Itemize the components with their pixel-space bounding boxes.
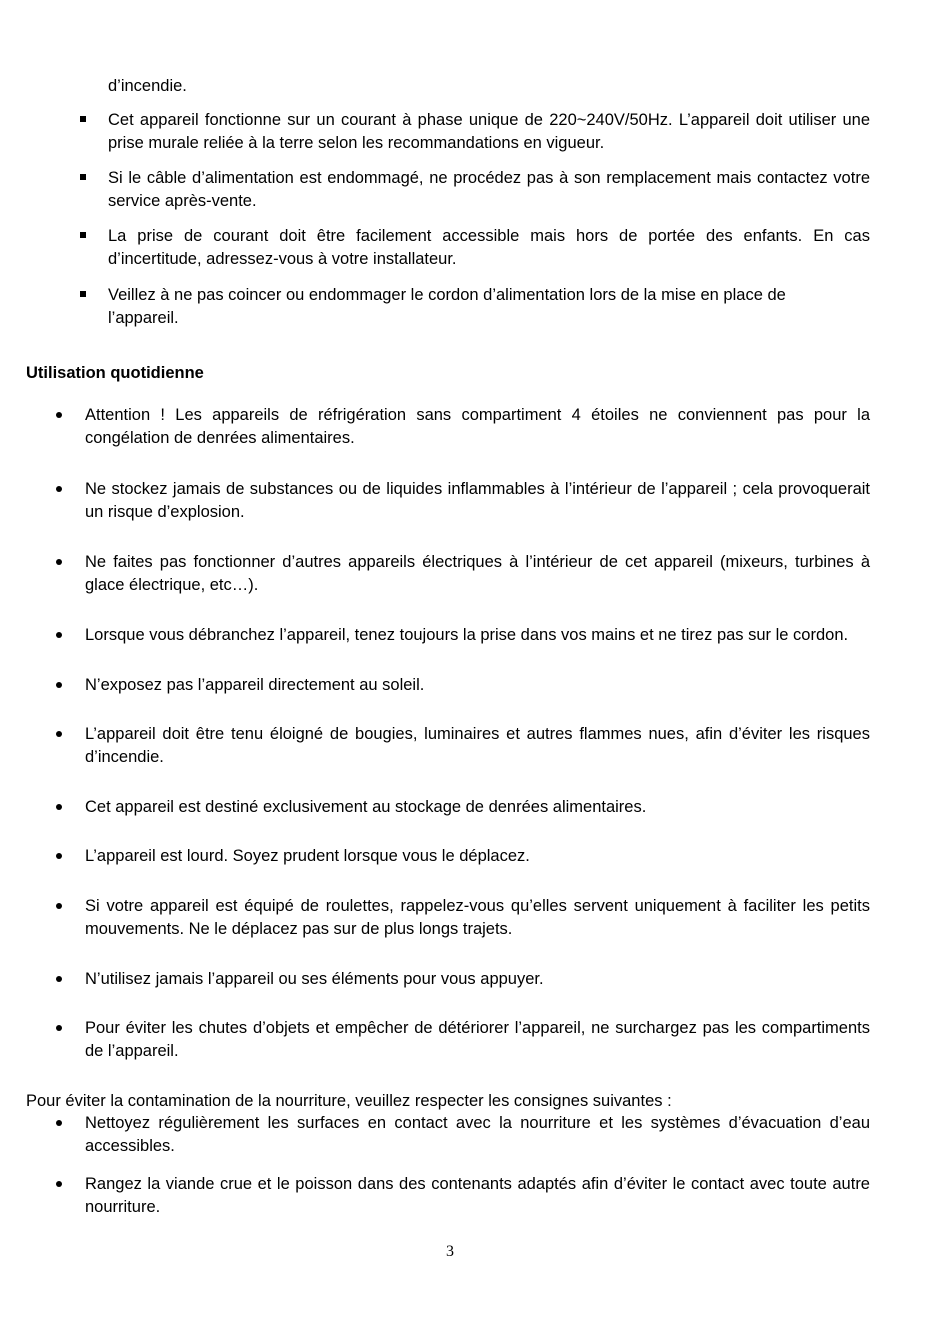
daily-item-11: Pour éviter les chutes d’objets et empêcher de détériorer l’appareil, ne surchargez pas les compartiments de l’appareil. (85, 1019, 870, 1060)
square-bullet-icon (80, 174, 86, 180)
top-bullet-1: Cet appareil fonctionne sur un courant à phase unique de 220~240V/50Hz. L’appareil doit utiliser une prise murale reliée à la terre selon les recommandations en vigueur. (108, 111, 870, 152)
top-bullet-4: Veillez à ne pas coincer ou endommager le cordon d’alimentation lors de la mise en place de l’appareil. (108, 286, 786, 327)
round-bullet-icon (56, 632, 62, 638)
daily-item-9: Si votre appareil est équipé de roulettes, rappelez-vous qu’elles servent uniquement à faciliter les petits mouvements. Ne le déplacez pas sur de plus longs trajets. (85, 897, 870, 938)
daily-item-4: Lorsque vous débranchez l’appareil, tenez toujours la prise dans vos mains et ne tirez pas sur le cordon. (85, 626, 849, 644)
page-number: 3 (446, 1243, 454, 1260)
square-bullet-icon (80, 291, 86, 297)
round-bullet-icon (56, 682, 62, 688)
round-bullet-icon (56, 976, 62, 982)
round-bullet-icon (56, 559, 62, 565)
section-heading: Utilisation quotidienne (26, 364, 204, 382)
daily-item-2: Ne stockez jamais de substances ou de liquides inflammables à l’intérieur de l’appareil ; cela provoquerait un risque d’explosion. (85, 480, 870, 521)
round-bullet-icon (56, 731, 62, 737)
daily-item-1: Attention ! Les appareils de réfrigération sans compartiment 4 étoiles ne conviennent pas pour la congélation de denrées alimentaires. (85, 406, 870, 447)
daily-item-10: N’utilisez jamais l’appareil ou ses éléments pour vous appuyer. (85, 970, 544, 988)
round-bullet-icon (56, 853, 62, 859)
round-bullet-icon (56, 412, 62, 418)
daily-item-6: L’appareil doit être tenu éloigné de bougies, luminaires et autres flammes nues, afin d’éviter les risques d’incendie. (85, 725, 870, 766)
daily-item-8: L’appareil est lourd. Soyez prudent lorsque vous le déplacez. (85, 847, 530, 865)
continuation-text: d’incendie. (108, 77, 187, 95)
daily-item-7: Cet appareil est destiné exclusivement au stockage de denrées alimentaires. (85, 798, 647, 816)
daily-item-5: N’exposez pas l’appareil directement au soleil. (85, 676, 425, 694)
contamination-item-1: Nettoyez régulièrement les surfaces en contact avec la nourriture et les systèmes d’évacuation d’eau accessibles. (85, 1114, 870, 1155)
daily-item-3: Ne faites pas fonctionner d’autres appareils électriques à l’intérieur de cet appareil (mixeurs, turbines à glace électrique, etc…). (85, 553, 870, 594)
round-bullet-icon (56, 1025, 62, 1031)
contamination-intro: Pour éviter la contamination de la nourriture, veuillez respecter les consignes suivantes : (26, 1092, 672, 1110)
square-bullet-icon (80, 116, 86, 122)
top-bullet-3: La prise de courant doit être facilement accessible mais hors de portée des enfants. En cas d’incertitude, adressez-vous à votre installateur. (108, 227, 870, 268)
contamination-item-2: Rangez la viande crue et le poisson dans des contenants adaptés afin d’éviter le contact avec toute autre nourriture. (85, 1175, 870, 1216)
round-bullet-icon (56, 804, 62, 810)
square-bullet-icon (80, 232, 86, 238)
round-bullet-icon (56, 1120, 62, 1126)
round-bullet-icon (56, 486, 62, 492)
round-bullet-icon (56, 1181, 62, 1187)
top-bullet-2: Si le câble d’alimentation est endommagé, ne procédez pas à son remplacement mais contactez votre service après-vente. (108, 169, 870, 210)
round-bullet-icon (56, 903, 62, 909)
